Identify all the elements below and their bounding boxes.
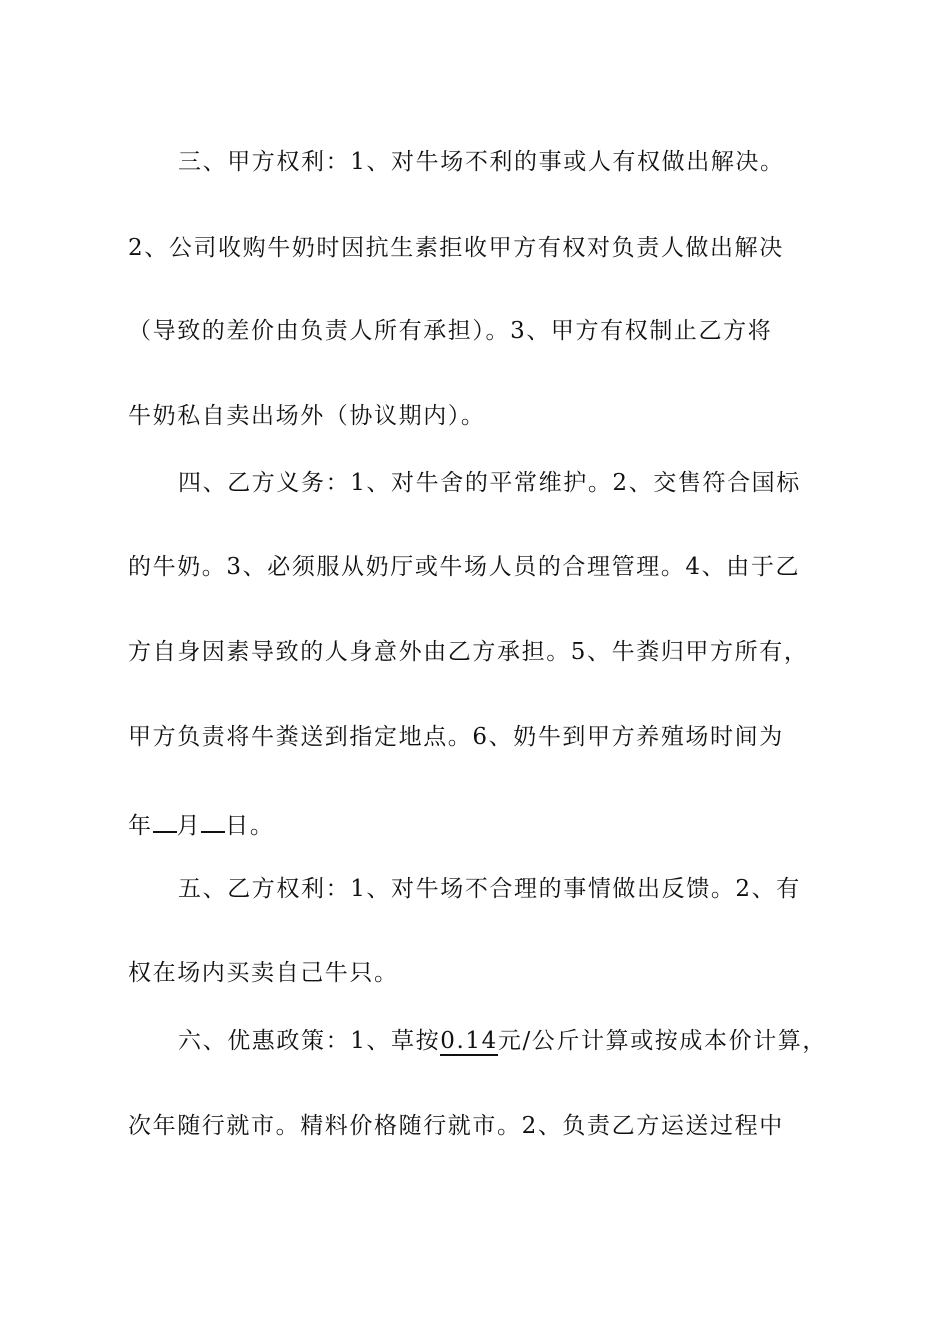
grass-price-suffix: 元/公斤计算或按成本价计算， bbox=[497, 1028, 828, 1054]
section-4-line-3: 方自身因素导致的人身意外由乙方承担。5、牛粪归甲方所有， bbox=[128, 639, 809, 665]
section-5-line-1: 五、乙方权利：1、对牛场不合理的事情做出反馈。2、有 bbox=[178, 876, 801, 902]
section-4-line-4: 甲方负责将牛粪送到指定地点。6、奶牛到甲方养殖场时间为 bbox=[128, 724, 784, 750]
section-3-line-2: 2、公司收购牛奶时因抗生素拒收甲方有权对负责人做出解决 bbox=[128, 235, 784, 261]
section-6-line-2: 次年随行就市。精料价格随行就市。2、负责乙方运送过程中 bbox=[128, 1113, 784, 1139]
section-6-line-1 bbox=[178, 1026, 848, 1056]
grass-price-value: 0.14 bbox=[440, 1028, 498, 1054]
grass-price-prefix: 六、优惠政策：1、草按 bbox=[178, 1028, 441, 1054]
date-day-label: 日。 bbox=[225, 813, 275, 839]
section-3-line-1: 三、甲方权利：1、对牛场不利的事或人有权做出解决。 bbox=[178, 149, 785, 175]
date-month-blank bbox=[153, 807, 177, 833]
section-4-line-2: 的牛奶。3、必须服从奶厅或牛场人员的合理管理。4、由于乙 bbox=[128, 554, 801, 580]
date-day-blank bbox=[201, 807, 225, 833]
section-5-line-2: 权在场内买卖自己牛只。 bbox=[128, 960, 399, 986]
date-year-label: 年 bbox=[128, 813, 153, 839]
section-4-line-5 bbox=[128, 807, 848, 841]
section-3-line-4: 牛奶私自卖出场外（协议期内）。 bbox=[128, 403, 486, 429]
section-3-line-3: （导致的差价由负责人所有承担）。3、甲方有权制止乙方将 bbox=[128, 318, 773, 344]
date-month-label: 月 bbox=[176, 813, 202, 839]
section-4-line-1: 四、乙方义务：1、对牛舍的平常维护。2、交售符合国标 bbox=[178, 470, 801, 496]
